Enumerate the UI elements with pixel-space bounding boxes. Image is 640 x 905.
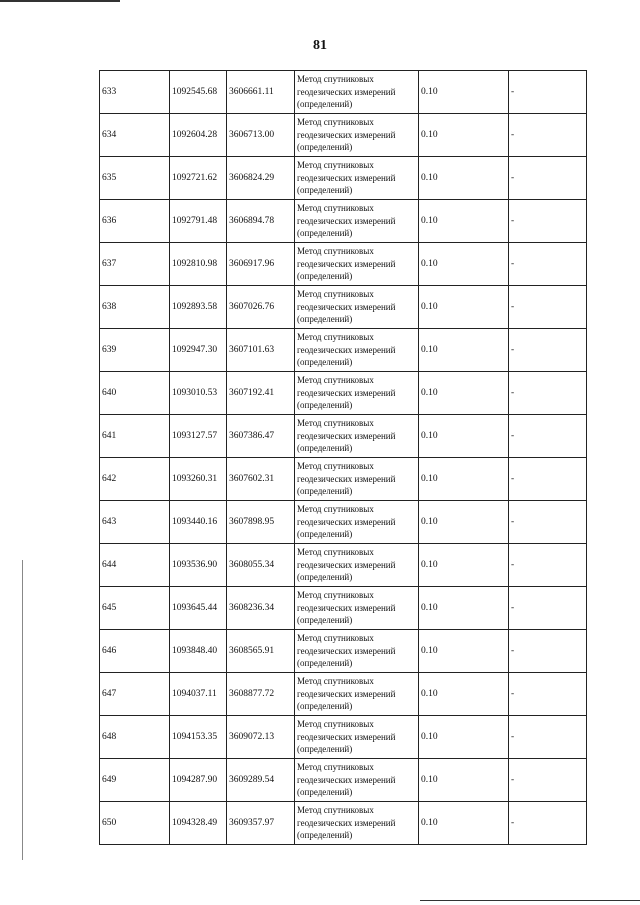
table-row	[100, 200, 587, 243]
y-coordinate-cell: 3609072.13	[227, 716, 295, 759]
method-cell: Метод спутниковых геодезических измерений (определений)	[295, 501, 419, 544]
method-cell: Метод спутниковых геодезических измерений (определений)	[295, 458, 419, 501]
note-cell: -	[509, 114, 587, 157]
accuracy-cell: 0.10	[419, 243, 509, 286]
table-row	[100, 544, 587, 587]
table-row	[100, 114, 587, 157]
accuracy-cell: 0.10	[419, 71, 509, 114]
table-row	[100, 415, 587, 458]
method-cell: Метод спутниковых геодезических измерений (определений)	[295, 157, 419, 200]
y-coordinate-cell: 3609357.97	[227, 802, 295, 845]
y-coordinate-cell: 3606917.96	[227, 243, 295, 286]
y-coordinate-cell: 3607192.41	[227, 372, 295, 415]
note-cell: -	[509, 587, 587, 630]
y-coordinate-cell: 3608055.34	[227, 544, 295, 587]
method-cell: Метод спутниковых геодезических измерений (определений)	[295, 587, 419, 630]
accuracy-cell: 0.10	[419, 544, 509, 587]
note-cell: -	[509, 716, 587, 759]
accuracy-cell: 0.10	[419, 372, 509, 415]
method-cell: Метод спутниковых геодезических измерений (определений)	[295, 329, 419, 372]
accuracy-cell: 0.10	[419, 759, 509, 802]
point-number-cell: 645	[100, 587, 170, 630]
note-cell: -	[509, 802, 587, 845]
y-coordinate-cell: 3607898.95	[227, 501, 295, 544]
table-row	[100, 587, 587, 630]
y-coordinate-cell: 3606894.78	[227, 200, 295, 243]
point-number-cell: 633	[100, 71, 170, 114]
accuracy-cell: 0.10	[419, 415, 509, 458]
accuracy-cell: 0.10	[419, 673, 509, 716]
point-number-cell: 637	[100, 243, 170, 286]
note-cell: -	[509, 243, 587, 286]
point-number-cell: 650	[100, 802, 170, 845]
table-row	[100, 802, 587, 845]
method-cell: Метод спутниковых геодезических измерений (определений)	[295, 286, 419, 329]
point-number-cell: 639	[100, 329, 170, 372]
x-coordinate-cell: 1093536.90	[170, 544, 227, 587]
coordinates-table	[99, 70, 587, 845]
y-coordinate-cell: 3609289.54	[227, 759, 295, 802]
x-coordinate-cell: 1093645.44	[170, 587, 227, 630]
point-number-cell: 634	[100, 114, 170, 157]
table-row	[100, 71, 587, 114]
point-number-cell: 636	[100, 200, 170, 243]
x-coordinate-cell: 1092721.62	[170, 157, 227, 200]
scan-edge-bottom	[420, 900, 640, 901]
note-cell: -	[509, 372, 587, 415]
note-cell: -	[509, 200, 587, 243]
x-coordinate-cell: 1094037.11	[170, 673, 227, 716]
accuracy-cell: 0.10	[419, 329, 509, 372]
point-number-cell: 644	[100, 544, 170, 587]
table-row	[100, 372, 587, 415]
table-row	[100, 673, 587, 716]
x-coordinate-cell: 1092947.30	[170, 329, 227, 372]
method-cell: Метод спутниковых геодезических измерений (определений)	[295, 71, 419, 114]
table-row	[100, 286, 587, 329]
method-cell: Метод спутниковых геодезических измерений (определений)	[295, 415, 419, 458]
table-row	[100, 243, 587, 286]
table-row	[100, 630, 587, 673]
accuracy-cell: 0.10	[419, 501, 509, 544]
table-row	[100, 157, 587, 200]
table-row	[100, 458, 587, 501]
scan-edge-left	[22, 560, 23, 860]
table-row	[100, 716, 587, 759]
note-cell: -	[509, 415, 587, 458]
accuracy-cell: 0.10	[419, 630, 509, 673]
x-coordinate-cell: 1093260.31	[170, 458, 227, 501]
accuracy-cell: 0.10	[419, 114, 509, 157]
note-cell: -	[509, 329, 587, 372]
point-number-cell: 643	[100, 501, 170, 544]
point-number-cell: 647	[100, 673, 170, 716]
note-cell: -	[509, 157, 587, 200]
x-coordinate-cell: 1094153.35	[170, 716, 227, 759]
note-cell: -	[509, 501, 587, 544]
accuracy-cell: 0.10	[419, 587, 509, 630]
method-cell: Метод спутниковых геодезических измерений (определений)	[295, 716, 419, 759]
point-number-cell: 638	[100, 286, 170, 329]
accuracy-cell: 0.10	[419, 802, 509, 845]
y-coordinate-cell: 3607101.63	[227, 329, 295, 372]
method-cell: Метод спутниковых геодезических измерений (определений)	[295, 243, 419, 286]
method-cell: Метод спутниковых геодезических измерений (определений)	[295, 544, 419, 587]
point-number-cell: 642	[100, 458, 170, 501]
page-number: 81	[313, 38, 327, 53]
accuracy-cell: 0.10	[419, 286, 509, 329]
method-cell: Метод спутниковых геодезических измерений (определений)	[295, 630, 419, 673]
y-coordinate-cell: 3608877.72	[227, 673, 295, 716]
accuracy-cell: 0.10	[419, 716, 509, 759]
point-number-cell: 649	[100, 759, 170, 802]
note-cell: -	[509, 71, 587, 114]
point-number-cell: 641	[100, 415, 170, 458]
point-number-cell: 648	[100, 716, 170, 759]
note-cell: -	[509, 673, 587, 716]
y-coordinate-cell: 3606713.00	[227, 114, 295, 157]
x-coordinate-cell: 1094287.90	[170, 759, 227, 802]
method-cell: Метод спутниковых геодезических измерений (определений)	[295, 200, 419, 243]
note-cell: -	[509, 286, 587, 329]
x-coordinate-cell: 1092893.58	[170, 286, 227, 329]
y-coordinate-cell: 3608236.34	[227, 587, 295, 630]
y-coordinate-cell: 3606661.11	[227, 71, 295, 114]
note-cell: -	[509, 759, 587, 802]
y-coordinate-cell: 3606824.29	[227, 157, 295, 200]
point-number-cell: 646	[100, 630, 170, 673]
scan-edge-top	[0, 0, 120, 2]
point-number-cell: 635	[100, 157, 170, 200]
note-cell: -	[509, 544, 587, 587]
accuracy-cell: 0.10	[419, 200, 509, 243]
y-coordinate-cell: 3607602.31	[227, 458, 295, 501]
x-coordinate-cell: 1092810.98	[170, 243, 227, 286]
method-cell: Метод спутниковых геодезических измерений (определений)	[295, 802, 419, 845]
x-coordinate-cell: 1092545.68	[170, 71, 227, 114]
y-coordinate-cell: 3608565.91	[227, 630, 295, 673]
note-cell: -	[509, 630, 587, 673]
method-cell: Метод спутниковых геодезических измерений (определений)	[295, 673, 419, 716]
x-coordinate-cell: 1094328.49	[170, 802, 227, 845]
x-coordinate-cell: 1093848.40	[170, 630, 227, 673]
y-coordinate-cell: 3607026.76	[227, 286, 295, 329]
note-cell: -	[509, 458, 587, 501]
accuracy-cell: 0.10	[419, 458, 509, 501]
x-coordinate-cell: 1092791.48	[170, 200, 227, 243]
x-coordinate-cell: 1093010.53	[170, 372, 227, 415]
accuracy-cell: 0.10	[419, 157, 509, 200]
method-cell: Метод спутниковых геодезических измерений (определений)	[295, 759, 419, 802]
x-coordinate-cell: 1092604.28	[170, 114, 227, 157]
x-coordinate-cell: 1093440.16	[170, 501, 227, 544]
table-row	[100, 501, 587, 544]
y-coordinate-cell: 3607386.47	[227, 415, 295, 458]
table-row	[100, 329, 587, 372]
x-coordinate-cell: 1093127.57	[170, 415, 227, 458]
table-row	[100, 759, 587, 802]
method-cell: Метод спутниковых геодезических измерений (определений)	[295, 372, 419, 415]
point-number-cell: 640	[100, 372, 170, 415]
method-cell: Метод спутниковых геодезических измерений (определений)	[295, 114, 419, 157]
